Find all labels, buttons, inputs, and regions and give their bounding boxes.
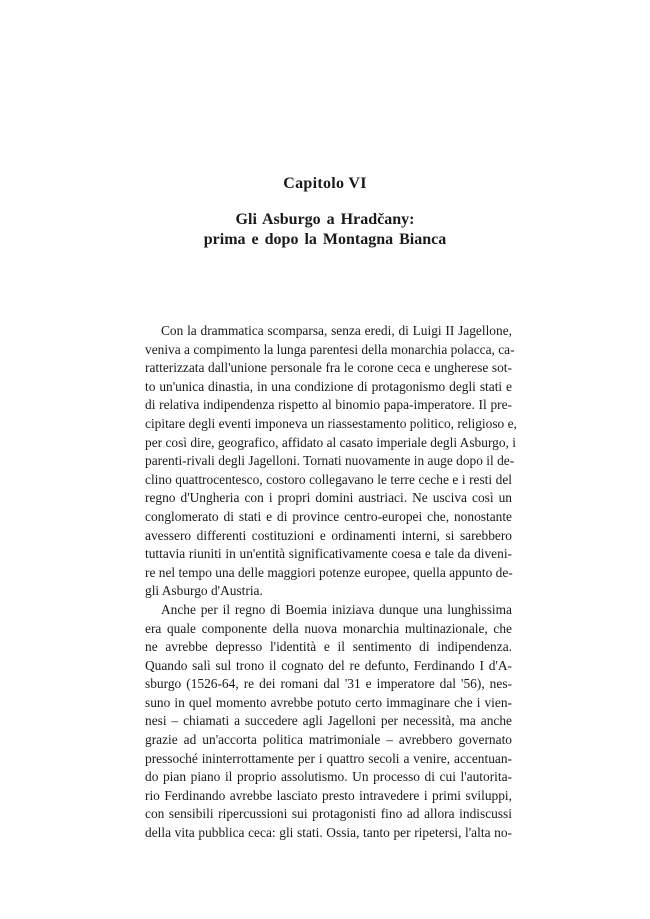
text-line: veniva a compimento la lunga parentesi della monarchia polacca, ca- (145, 341, 515, 357)
text-line: cipitare degli eventi imponeva un riassestamento politico, religioso e, (145, 415, 517, 431)
text-line: era quale componente della nuova monarchia multinazionale, che (145, 620, 512, 636)
chapter-title (0, 210, 650, 250)
text-line: Anche per il regno di Boemia iniziava dunque una lunghissima (161, 601, 512, 617)
text-line: con sensibili ripercussioni sui protagonisti fino ad allora indiscussi (145, 806, 512, 822)
text-line: to un'unica dinastia, in una condizione di protagonismo degli stati e (145, 378, 512, 394)
text-line: grazie ad un'accorta politica matrimoniale – avrebbero governato (145, 732, 512, 748)
text-line: gli Asburgo d'Austria. (145, 583, 263, 599)
chapter-number: Capitolo VI (283, 175, 367, 192)
text-line: parenti-rivali degli Jagelloni. Tornati nuovamente in auge dopo il de- (145, 453, 515, 469)
text-line: della vita pubblica ceca: gli stati. Ossia, tanto per ripetersi, l'alta no- (145, 825, 512, 841)
text-line: suno in quel momento avrebbe potuto certo immaginare che i vien- (145, 694, 512, 710)
text-line: re nel tempo una delle maggiori potenze europee, quella appunto de- (145, 564, 513, 580)
text-line: do pian piano il proprio assolutismo. Un processo di cui l'autorita- (145, 769, 512, 785)
text-line: sburgo (1526-64, re dei romani dal '31 e imperatore dal '56), nes- (145, 676, 512, 692)
text-line: nesi – chiamati a succedere agli Jagelloni per necessità, ma anche (145, 713, 512, 729)
text-line: Con la drammatica scomparsa, senza eredi, di Luigi II Jagellone, (161, 323, 512, 338)
text-line: rio Ferdinando avrebbe lasciato presto intravedere i primi sviluppi, (145, 787, 512, 803)
chapter-title-line-1: Gli Asburgo a Hradčany: (235, 211, 415, 228)
text-line: conglomerato di stati e di province centro-europei che, nonostante (145, 508, 512, 524)
body-text (145, 322, 517, 843)
paragraph-1 (145, 322, 517, 601)
text-line: pressoché ininterrottamente per i quattro secoli a venire, accentuan- (145, 750, 512, 766)
text-line: ne avrebbe depresso l'identità e il sentimento di indipendenza. (145, 639, 512, 655)
text-line: ratterizzata dall'unione personale fra le corone ceca e ungherese sot- (145, 360, 512, 376)
text-line: Quando salì sul trono il cognato del re defunto, Ferdinando I d'A- (145, 657, 512, 673)
text-line: di relativa indipendenza rispetto al binomio papa-imperatore. Il pre- (145, 397, 512, 413)
text-line: regno d'Ungheria con i propri domini austriaci. Ne usciva così un (145, 490, 512, 506)
text-line: tuttavia riuniti in un'entità significativamente coesa e tale da diveni- (145, 546, 512, 562)
chapter-title-line-2: prima e dopo la Montagna Bianca (203, 231, 447, 248)
text-line: avessero differenti costituzioni e ordinamenti interni, si sarebbero (145, 527, 512, 543)
paragraph-2 (145, 601, 512, 843)
text-line: per così dire, geografico, affidato al casato imperiale degli Asburgo, i (145, 434, 516, 450)
text-line: clino quattrocentesco, costoro collegavano le terre ceche e i resti del (145, 471, 512, 487)
